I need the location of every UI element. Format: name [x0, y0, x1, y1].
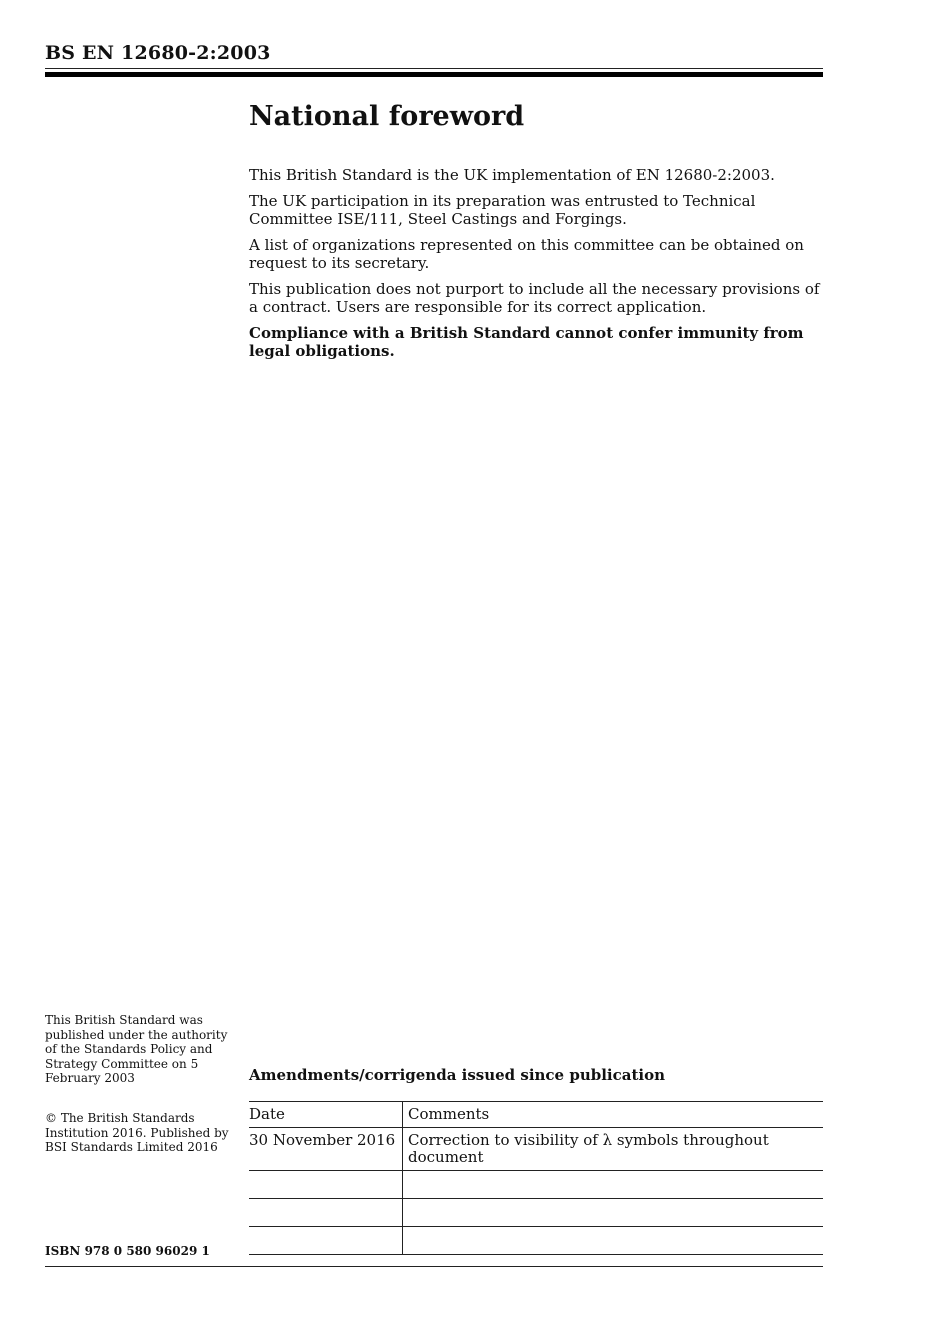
page-title: National foreword: [249, 101, 525, 132]
amendments-heading: Amendments/corrigenda issued since publication: [249, 1066, 665, 1084]
standard-code: BS EN 12680-2:2003: [45, 42, 271, 64]
table-row: [249, 1128, 823, 1171]
table-header-row: [249, 1102, 823, 1128]
column-header-comments: Comments: [403, 1102, 824, 1128]
header-rule-thick: [45, 72, 823, 77]
table-row: [249, 1199, 823, 1227]
table-row: [249, 1171, 823, 1199]
amendment-comment: Correction to visibility of λ symbols throughout document: [403, 1128, 824, 1171]
publication-note: This British Standard was published under the authority of the Standards Policy and Strategy Committee on 5 February 2003: [45, 1013, 228, 1085]
foreword-body: [249, 166, 829, 368]
header-rule-thin: [45, 68, 823, 69]
amendments-table: [249, 1101, 823, 1255]
amendment-date: [249, 1227, 403, 1255]
isbn: ISBN 978 0 580 96029 1: [45, 1244, 210, 1258]
footer-rule: [45, 1266, 823, 1267]
amendment-comment: [403, 1199, 824, 1227]
paragraph-committee: The UK participation in its preparation was entrusted to Technical Committee ISE/111, Steel Castings and Forgings.: [249, 192, 756, 228]
paragraph-organizations: A list of organizations represented on this committee can be obtained on request to its secretary.: [249, 236, 804, 272]
compliance-note: Compliance with a British Standard cannot confer immunity from legal obligations.: [249, 324, 804, 360]
amendment-date: [249, 1199, 403, 1227]
amendment-date: [249, 1171, 403, 1199]
copyright-note: © The British Standards Institution 2016. Published by BSI Standards Limited 2016: [45, 1111, 229, 1154]
paragraph-implementation: This British Standard is the UK implementation of EN 12680-2:2003.: [249, 166, 775, 184]
column-header-date: Date: [249, 1102, 403, 1128]
amendment-comment: [403, 1227, 824, 1255]
amendment-comment: [403, 1171, 824, 1199]
table-row: [249, 1227, 823, 1255]
paragraph-provisions: This publication does not purport to include all the necessary provisions of a contract. Users are responsible for its correct application.: [249, 280, 820, 316]
amendment-date: 30 November 2016: [249, 1128, 403, 1171]
